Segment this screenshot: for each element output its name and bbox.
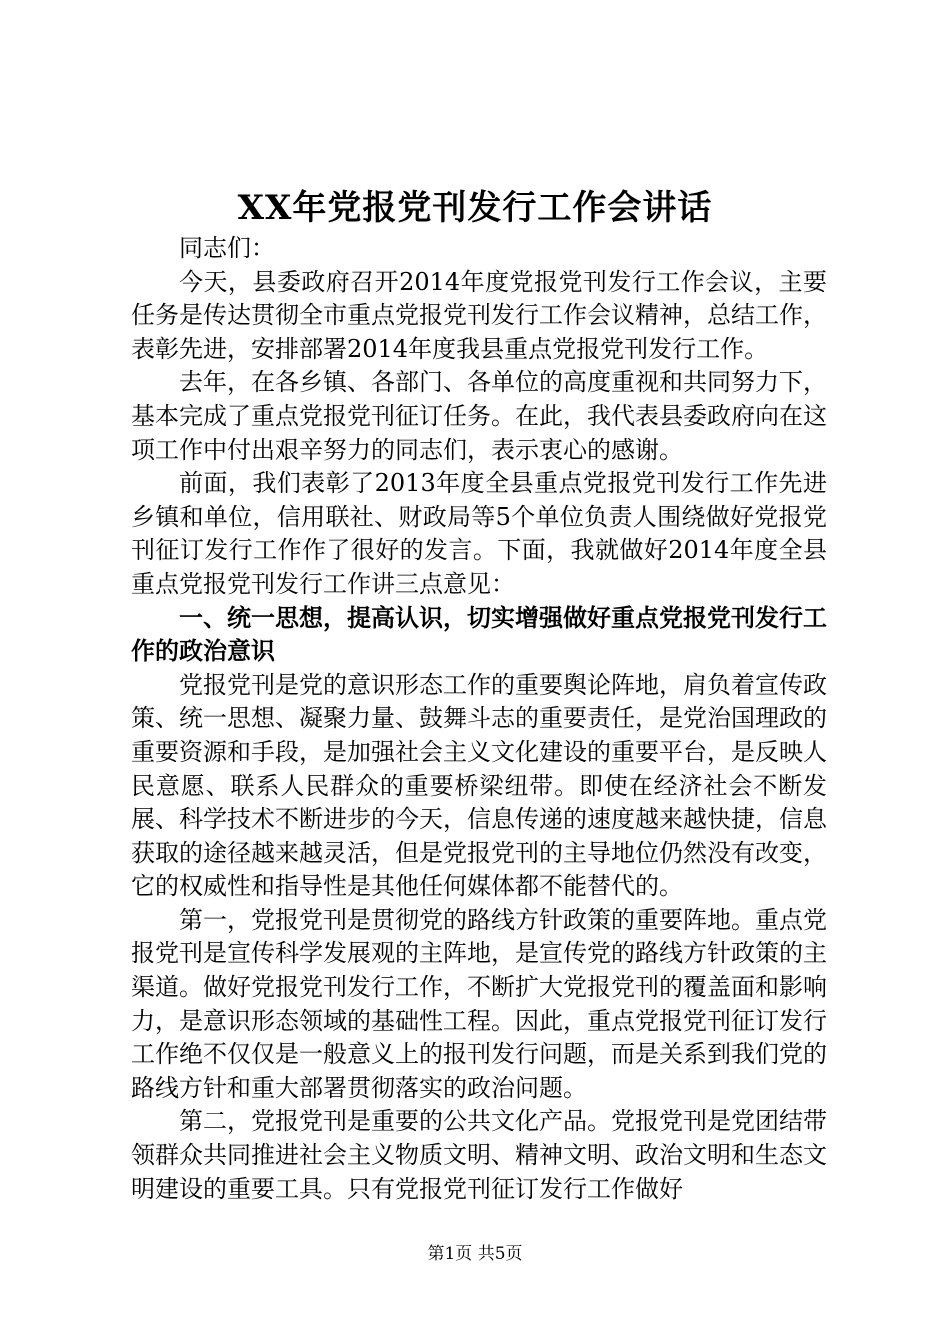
paragraph-intro-2: 去年，在各乡镇、各部门、各单位的高度重视和共同努力下，基本完成了重点党报党刊征订任务。在此，我代表县委政府向在这项工作中付出艰辛努力的同志们，表示衷心的感谢。 (131, 368, 827, 464)
section1-paragraph-3: 第二，党报党刊是重要的公共文化产品。党报党刊是党团结带领群众共同推进社会主义物质文明、精神文明、政治文明和生态文明建设的重要工具。只有党报党刊征订发行工作做好 (131, 1107, 827, 1203)
page-footer: 第1页 共5页 (427, 1244, 523, 1264)
paragraph-intro-3: 前面，我们表彰了2013年度全县重点党报党刊发行工作先进乡镇和单位，信用联社、财政局等5个单位负责人围绕做好党报党刊征订发行工作作了很好的发言。下面，我就做好2014年度全县重点党报党刊发行工作讲三点意见： (131, 469, 827, 598)
section-heading-1: 一、统一思想，提高认识，切实增强做好重点党报党刊发行工作的政治意识 (131, 603, 827, 666)
document-body (131, 232, 827, 1206)
section1-paragraph-2: 第一，党报党刊是贯彻党的路线方针政策的重要阵地。重点党报党刊是宣传科学发展观的主阵地，是宣传党的路线方针政策的主渠道。做好党报党刊发行工作，不断扩大党报党刊的覆盖面和影响力，是意识形态领域的基础性工程。因此，重点党报党刊征订发行工作绝不仅仅是一般意义上的报刊发行问题，而是关系到我们党的路线方针和重大部署贯彻落实的政治问题。 (131, 905, 827, 1102)
section1-paragraph-1: 党报党刊是党的意识形态工作的重要舆论阵地，肩负着宣传政策、统一思想、凝聚力量、鼓舞斗志的重要责任，是党治国理政的重要资源和手段，是加强社会主义文化建设的重要平台，是反映人民意愿、联系人民群众的重要桥梁纽带。即使在经济社会不断发展、科学技术不断进步的今天，信息传递的速度越来越快捷，信息获取的途径越来越灵活，但是党报党刊的主导地位仍然没有改变，它的权威性和指导性是其他任何媒体都不能替代的。 (131, 670, 827, 901)
document-title: XX年党报党刊发行工作会讲话 (237, 188, 713, 228)
greeting: 同志们： (179, 234, 275, 262)
paragraph-intro-1: 今天，县委政府召开2014年度党报党刊发行工作会议，主要任务是传达贯彻全市重点党报党刊发行工作会议精神，总结工作，表彰先进，安排部署2014年度我县重点党报党刊发行工作。 (131, 267, 827, 363)
